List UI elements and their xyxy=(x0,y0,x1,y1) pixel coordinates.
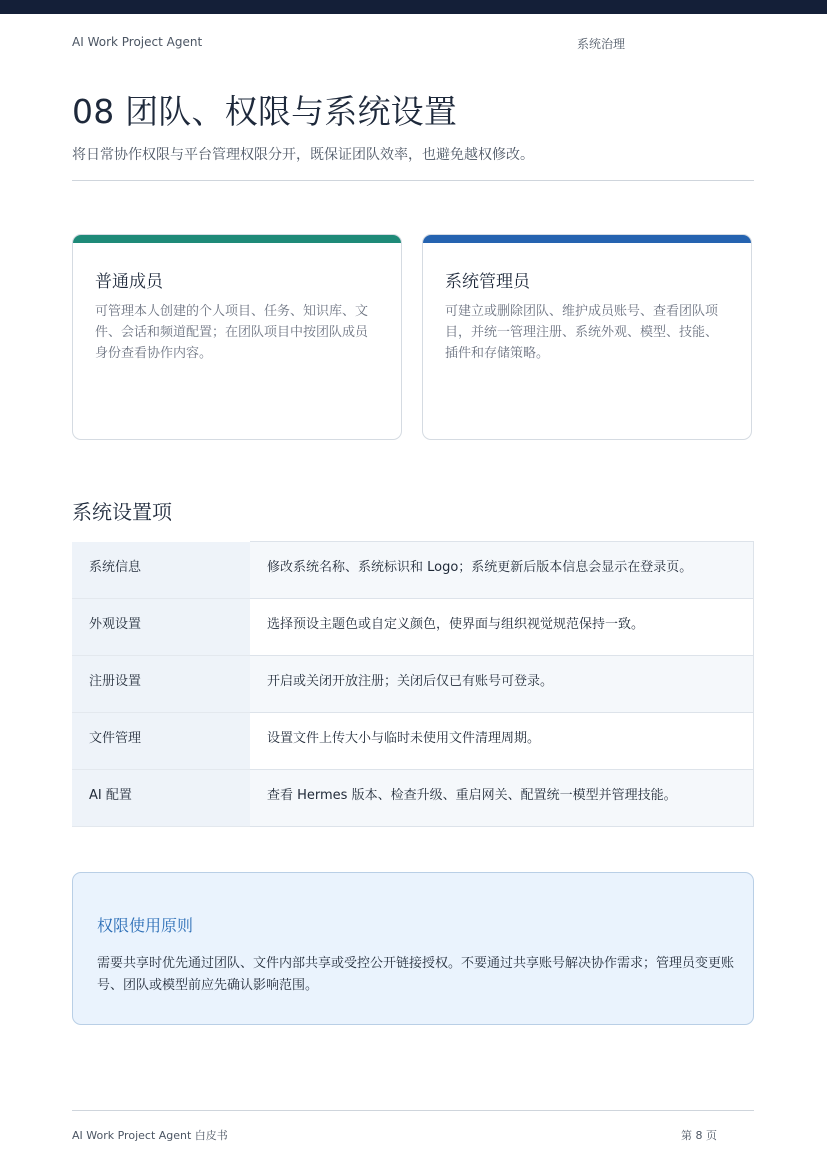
setting-name: 系统信息 xyxy=(72,542,250,599)
settings-table xyxy=(72,541,754,827)
table-row xyxy=(72,713,754,770)
header-section-name: 系统治理 xyxy=(577,37,626,51)
setting-description: 修改系统名称、系统标识和 Logo；系统更新后版本信息会显示在登录页。 xyxy=(250,542,754,599)
role-card-body: 可管理本人创建的个人项目、任务、知识库、文件、会话和频道配置；在团队项目中按团队成员身份查看协作内容。 xyxy=(95,304,369,361)
page-number: 第 8 页 xyxy=(681,1129,717,1142)
role-card-body: 可建立或删除团队、维护成员账号、查看团队项目，并统一管理注册、系统外观、模型、技能、插件和存储策略。 xyxy=(445,304,719,361)
role-card-admin xyxy=(422,234,752,440)
setting-name: 文件管理 xyxy=(72,713,250,770)
setting-name: 外观设置 xyxy=(72,599,250,656)
principle-callout xyxy=(72,872,754,1025)
setting-description: 查看 Hermes 版本、检查升级、重启网关、配置统一模型并管理技能。 xyxy=(250,770,754,827)
table-row xyxy=(72,770,754,827)
role-card-accent-bar xyxy=(73,235,401,243)
role-card-title: 系统管理员 xyxy=(445,272,530,292)
setting-name: 注册设置 xyxy=(72,656,250,713)
setting-description: 开启或关闭开放注册；关闭后仅已有账号可登录。 xyxy=(250,656,754,713)
setting-description: 选择预设主题色或自定义颜色，使界面与组织视觉规范保持一致。 xyxy=(250,599,754,656)
header-doc-name: AI Work Project Agent xyxy=(72,35,203,49)
table-row xyxy=(72,599,754,656)
role-card-member xyxy=(72,234,402,440)
table-row xyxy=(72,542,754,599)
page-title: 08 团队、权限与系统设置 xyxy=(72,92,458,131)
setting-name: AI 配置 xyxy=(72,770,250,827)
footer-divider xyxy=(72,1110,754,1111)
setting-description: 设置文件上传大小与临时未使用文件清理周期。 xyxy=(250,713,754,770)
section-title: 系统设置项 xyxy=(72,500,172,524)
page-subtitle: 将日常协作权限与平台管理权限分开，既保证团队效率，也避免越权修改。 xyxy=(72,147,534,163)
role-card-title: 普通成员 xyxy=(95,272,163,292)
table-row xyxy=(72,656,754,713)
title-divider xyxy=(72,180,754,181)
callout-body: 需要共享时优先通过团队、文件内部共享或受控公开链接授权。不要通过共享账号解决协作需求；管理员变更账号、团队或模型前应先确认影响范围。 xyxy=(97,956,735,993)
top-band xyxy=(0,0,827,14)
callout-title: 权限使用原则 xyxy=(97,916,194,935)
footer-doc-name: AI Work Project Agent 白皮书 xyxy=(72,1129,228,1142)
role-card-accent-bar xyxy=(423,235,751,243)
